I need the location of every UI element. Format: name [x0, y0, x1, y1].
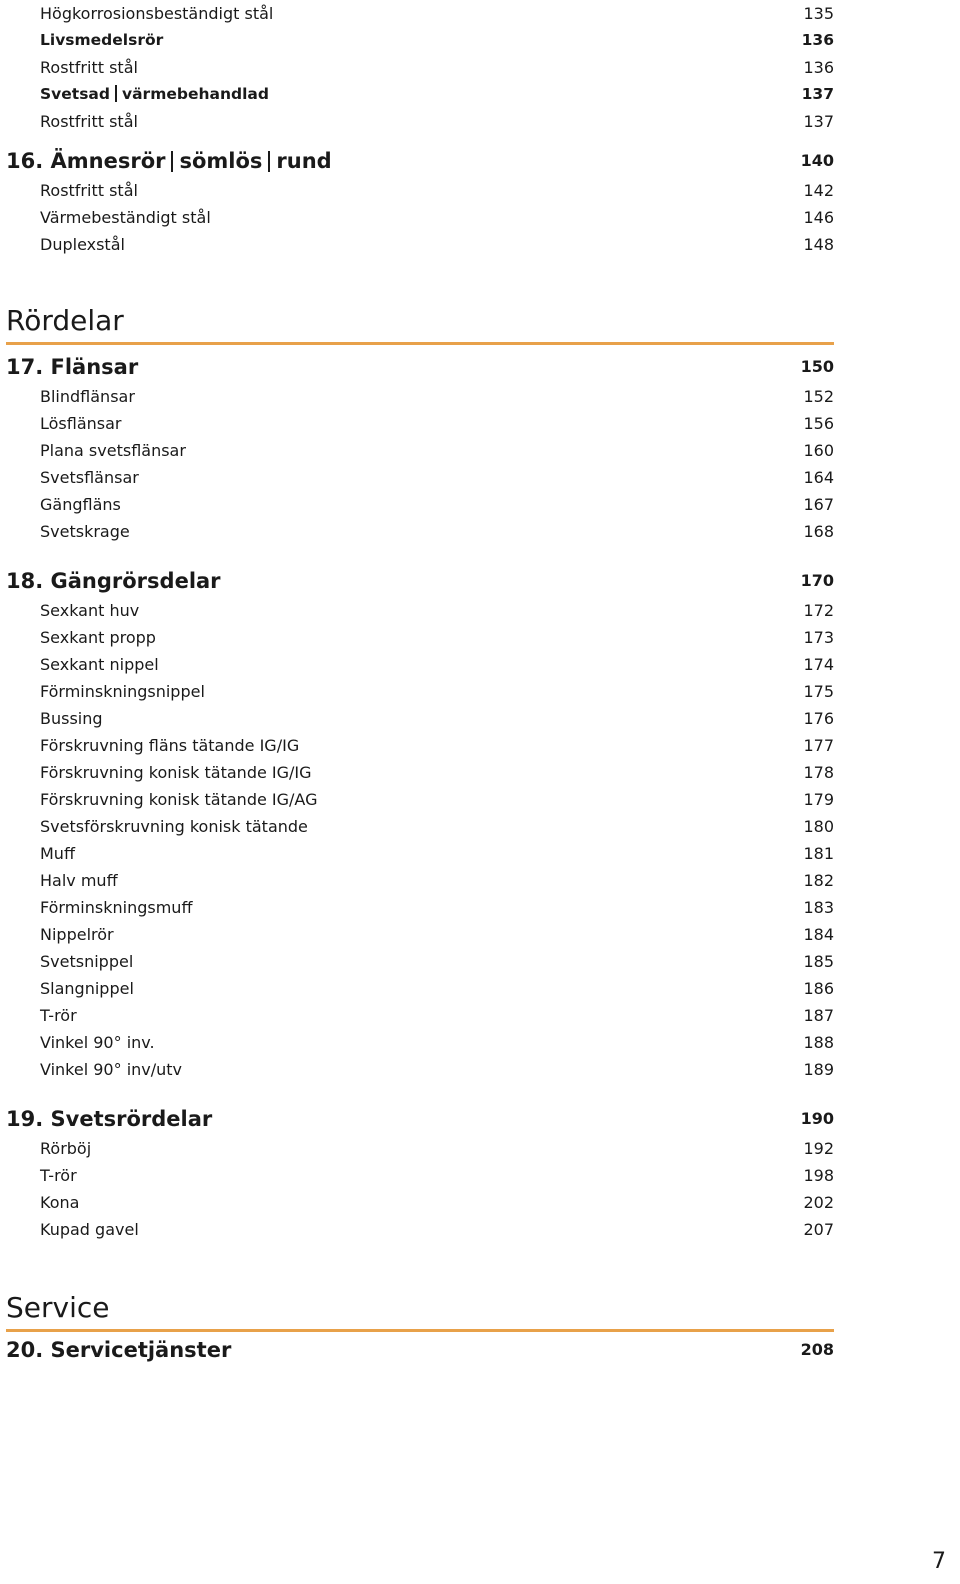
entry-page: 181 — [803, 844, 834, 863]
entry-page: 173 — [803, 628, 834, 647]
section-title: Service — [6, 1291, 110, 1324]
chapter-page: 190 — [800, 1109, 834, 1128]
toc-entry — [6, 786, 834, 813]
toc-entry — [6, 27, 834, 54]
chapter-heading — [6, 565, 834, 597]
toc-entry — [6, 81, 834, 108]
separator-bar — [268, 151, 270, 172]
entry-page: 184 — [803, 925, 834, 944]
title-part: rund — [276, 149, 332, 173]
chapter-title — [6, 145, 332, 177]
section-rule — [6, 342, 834, 345]
chapter-heading — [6, 351, 834, 383]
toc-entry — [6, 0, 834, 27]
entry-page: 175 — [803, 682, 834, 701]
entry-label: Vinkel 90° inv. — [40, 1033, 155, 1052]
entry-page: 146 — [803, 208, 834, 227]
toc-entry — [6, 1189, 834, 1216]
entry-label — [40, 81, 269, 108]
toc-entry — [6, 894, 834, 921]
entry-label: Slangnippel — [40, 979, 134, 998]
entry-page: 168 — [803, 522, 834, 541]
toc-entry — [6, 108, 834, 135]
chapter-page: 208 — [800, 1340, 834, 1359]
title-part: värmebehandlad — [121, 85, 269, 103]
chapter-20 — [6, 1334, 834, 1366]
entry-label: Nippelrör — [40, 925, 114, 944]
entry-label: Rostfritt stål — [40, 181, 138, 200]
toc-entry — [6, 624, 834, 651]
entry-page: 183 — [803, 898, 834, 917]
toc-entry — [6, 231, 834, 258]
entry-label: Rostfritt stål — [40, 58, 138, 77]
entry-label: Rostfritt stål — [40, 112, 138, 131]
toc-entry — [6, 518, 834, 545]
section-title: Rördelar — [6, 304, 124, 337]
entry-page: 185 — [803, 952, 834, 971]
toc-entry — [6, 867, 834, 894]
entry-page: 186 — [803, 979, 834, 998]
entry-label: Svetsförskruvning konisk tätande — [40, 817, 308, 836]
entry-page: 172 — [803, 601, 834, 620]
title-part: Livsmedelsrör — [40, 31, 164, 49]
entry-page: 152 — [803, 387, 834, 406]
entry-label: T-rör — [40, 1006, 77, 1025]
entry-page: 142 — [803, 181, 834, 200]
entry-label: Högkorrosionsbeständigt stål — [40, 4, 274, 23]
separator-bar — [115, 85, 117, 102]
entry-page: 179 — [803, 790, 834, 809]
toc-entry — [6, 975, 834, 1002]
chapter-page: 170 — [800, 571, 834, 590]
entry-page: 167 — [803, 495, 834, 514]
entry-page: 178 — [803, 763, 834, 782]
entry-label: Värmebeständigt stål — [40, 208, 211, 227]
toc-entry — [6, 732, 834, 759]
entry-label: Rörböj — [40, 1139, 92, 1158]
entry-label: Kupad gavel — [40, 1220, 139, 1239]
entry-label: Vinkel 90° inv/utv — [40, 1060, 183, 1079]
entry-page: 137 — [803, 112, 834, 131]
chapter-18 — [6, 565, 834, 1083]
entry-label: Lösflänsar — [40, 414, 122, 433]
title-part: Svetsad — [40, 85, 110, 103]
entry-label: Sexkant nippel — [40, 655, 159, 674]
entry-label: Blindflänsar — [40, 387, 135, 406]
entry-label: Gängfläns — [40, 495, 121, 514]
toc-entry — [6, 651, 834, 678]
toc-entry — [6, 813, 834, 840]
entry-label: Förminskningsmuff — [40, 898, 193, 917]
entry-page: 198 — [803, 1166, 834, 1185]
entry-label: Svetsflänsar — [40, 468, 139, 487]
title-part: sömlös — [179, 149, 263, 173]
toc-entry — [6, 383, 834, 410]
toc-entry — [6, 1216, 834, 1243]
entry-page: 164 — [803, 468, 834, 487]
entry-page: 189 — [803, 1060, 834, 1079]
chapter-title: 18. Gängrörsdelar — [6, 569, 221, 593]
toc-entry — [6, 204, 834, 231]
entry-page: 176 — [803, 709, 834, 728]
toc-entry — [6, 1162, 834, 1189]
entry-page: 160 — [803, 441, 834, 460]
entry-page: 187 — [803, 1006, 834, 1025]
entry-label: Förskruvning konisk tätande IG/AG — [40, 790, 318, 809]
chapter-17 — [6, 351, 834, 545]
separator-bar — [171, 151, 173, 172]
toc-entry — [6, 54, 834, 81]
entry-label: Svetsnippel — [40, 952, 134, 971]
entry-label: Förskruvning fläns tätande IG/IG — [40, 736, 300, 755]
section-rule — [6, 1329, 834, 1332]
entry-label: Bussing — [40, 709, 103, 728]
entry-label: Förminskningsnippel — [40, 682, 205, 701]
chapter-19 — [6, 1103, 834, 1243]
entry-page: 136 — [803, 58, 834, 77]
entry-page: 202 — [803, 1193, 834, 1212]
page-number: 7 — [932, 1549, 946, 1574]
entry-label: Halv muff — [40, 871, 118, 890]
entry-page: 156 — [803, 414, 834, 433]
toc-entry — [6, 1056, 834, 1083]
toc-entry — [6, 410, 834, 437]
toc-entry — [6, 491, 834, 518]
entry-page: 136 — [801, 31, 834, 49]
entry-page: 174 — [803, 655, 834, 674]
entry-label: Plana svetsflänsar — [40, 441, 186, 460]
chapter-heading — [6, 145, 834, 177]
toc-entry — [6, 948, 834, 975]
toc-entry — [6, 759, 834, 786]
chapter-title: 17. Flänsar — [6, 355, 139, 379]
chapter-title: 19. Svetsrördelar — [6, 1107, 213, 1131]
entry-label — [40, 27, 163, 54]
entry-label: Svetskrage — [40, 522, 130, 541]
toc-entry — [6, 597, 834, 624]
chapter-heading — [6, 1103, 834, 1135]
section-service — [6, 1291, 834, 1332]
chapter-title: 20. Servicetjänster — [6, 1338, 232, 1362]
entry-page: 137 — [801, 85, 834, 103]
entry-page: 135 — [803, 4, 834, 23]
entry-label: Kona — [40, 1193, 80, 1212]
chapter-16 — [6, 145, 834, 258]
chapter-heading — [6, 1334, 834, 1366]
entry-page: 180 — [803, 817, 834, 836]
entry-label: Sexkant huv — [40, 601, 140, 620]
entry-label: Sexkant propp — [40, 628, 156, 647]
chapter-page: 140 — [800, 151, 834, 170]
entry-label: Muff — [40, 844, 75, 863]
title-part: 16. Ämnesrör — [6, 149, 166, 173]
entry-page: 148 — [803, 235, 834, 254]
entry-label: Förskruvning konisk tätande IG/IG — [40, 763, 312, 782]
entry-page: 192 — [803, 1139, 834, 1158]
toc-entry — [6, 464, 834, 491]
chapter-page: 150 — [800, 357, 834, 376]
toc-entry — [6, 1002, 834, 1029]
entry-page: 188 — [803, 1033, 834, 1052]
toc-entry — [6, 1029, 834, 1056]
table-of-contents — [6, 0, 834, 1366]
toc-entry — [6, 177, 834, 204]
section-rordelar — [6, 304, 834, 345]
toc-entry — [6, 921, 834, 948]
entry-page: 177 — [803, 736, 834, 755]
entry-page: 182 — [803, 871, 834, 890]
entry-label: Duplexstål — [40, 235, 125, 254]
toc-entry — [6, 840, 834, 867]
toc-entry — [6, 437, 834, 464]
toc-entry — [6, 678, 834, 705]
toc-entry — [6, 705, 834, 732]
entry-label: T-rör — [40, 1166, 77, 1185]
toc-group-top — [6, 0, 834, 135]
toc-entry — [6, 1135, 834, 1162]
entry-page: 207 — [803, 1220, 834, 1239]
